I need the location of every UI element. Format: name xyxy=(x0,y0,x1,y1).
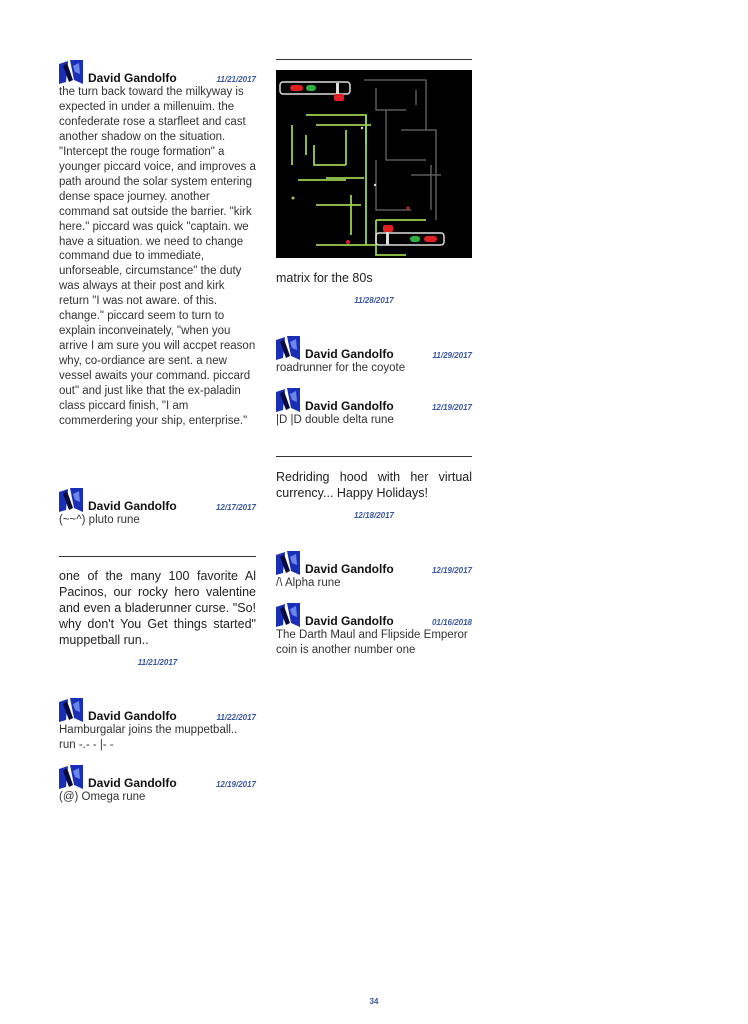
comment-text: (~~^) pluto rune xyxy=(59,514,140,526)
comment-text: |D |D double delta rune xyxy=(276,414,394,426)
comment-author[interactable]: David Gandolfo xyxy=(88,499,177,513)
comment-date: 12/19/2017 xyxy=(431,566,472,575)
avatar[interactable] xyxy=(276,551,300,575)
comment-text: the turn back toward the milkyway is expected in under a millenuim. the confederate rose a starfleet and cast another shadow on the situation. "Intercept the rouge formation" a younger piccard voice, and improves a path around the solar system entering dense space journey. another command sat outside the barrier. "kirk here." piccard was quick "captain. we have a situation. we need to change command due to immediate, unforseable, circumstance" the duty was always at their post and kirk return "I was not aware. of this. change." piccard seem to turn to explain inconveinately, "when you arrive I am sure you will accpet reason why, co-ordiance are sent. a new vessel awaits your command. piccard out" and just like that the ex-paladin class piccard finish, "I am commerdering your ship, enterprise." xyxy=(59,86,256,427)
comment-text: Hamburgalar joins the muppetball.. run -.- - |- - xyxy=(59,724,238,751)
comment xyxy=(276,603,472,658)
comment xyxy=(276,551,472,591)
divider xyxy=(276,456,472,457)
comment-date: 12/19/2017 xyxy=(431,403,472,412)
comment xyxy=(59,698,256,753)
comment xyxy=(59,765,256,805)
post-date: 11/28/2017 xyxy=(354,296,394,305)
comment-date: 11/29/2017 xyxy=(432,351,472,360)
comment xyxy=(276,388,472,428)
avatar[interactable] xyxy=(59,765,83,789)
comment-author[interactable]: David Gandolfo xyxy=(305,562,394,576)
comment-date: 12/19/2017 xyxy=(215,780,256,789)
post-date: 11/21/2017 xyxy=(137,658,178,667)
comment-author[interactable]: David Gandolfo xyxy=(88,776,177,790)
comment-author[interactable]: David Gandolfo xyxy=(305,614,394,628)
avatar[interactable] xyxy=(59,488,83,512)
comment-date: 11/21/2017 xyxy=(216,75,256,84)
page-number: 34 xyxy=(369,997,379,1006)
avatar[interactable] xyxy=(276,603,300,627)
comment xyxy=(59,60,256,429)
comment-date: 12/17/2017 xyxy=(215,503,256,512)
divider xyxy=(276,59,472,60)
image-caption: matrix for the 80s xyxy=(276,271,373,285)
comment xyxy=(276,336,472,376)
divider xyxy=(59,556,256,557)
comment-author[interactable]: David Gandolfo xyxy=(88,71,177,85)
post-text: one of the many 100 favorite Al Pacinos, our rocky hero valentine and even a bladerunner curse. "So! why don't You Get things started" muppetball run.. xyxy=(59,569,256,647)
avatar[interactable] xyxy=(59,698,83,722)
comment-date: 11/22/2017 xyxy=(216,713,256,722)
maze-game-image[interactable] xyxy=(276,70,472,258)
avatar[interactable] xyxy=(59,60,83,84)
comment-text: /\ Alpha rune xyxy=(276,577,341,589)
comment-date: 01/16/2018 xyxy=(431,618,472,627)
post-date: 12/18/2017 xyxy=(353,511,395,520)
comment-text: The Darth Maul and Flipside Emperor coin is another number one xyxy=(276,629,468,656)
comment-author[interactable]: David Gandolfo xyxy=(305,399,394,413)
avatar[interactable] xyxy=(276,388,300,412)
comment xyxy=(59,488,256,528)
post-text: Redriding hood with her virtual currency... Happy Holidays! xyxy=(276,470,472,500)
avatar[interactable] xyxy=(276,336,300,360)
comment-author[interactable]: David Gandolfo xyxy=(305,347,394,361)
comment-author[interactable]: David Gandolfo xyxy=(88,709,177,723)
comment-text: roadrunner for the coyote xyxy=(276,362,406,374)
comment-text: (@) Omega rune xyxy=(59,791,146,803)
